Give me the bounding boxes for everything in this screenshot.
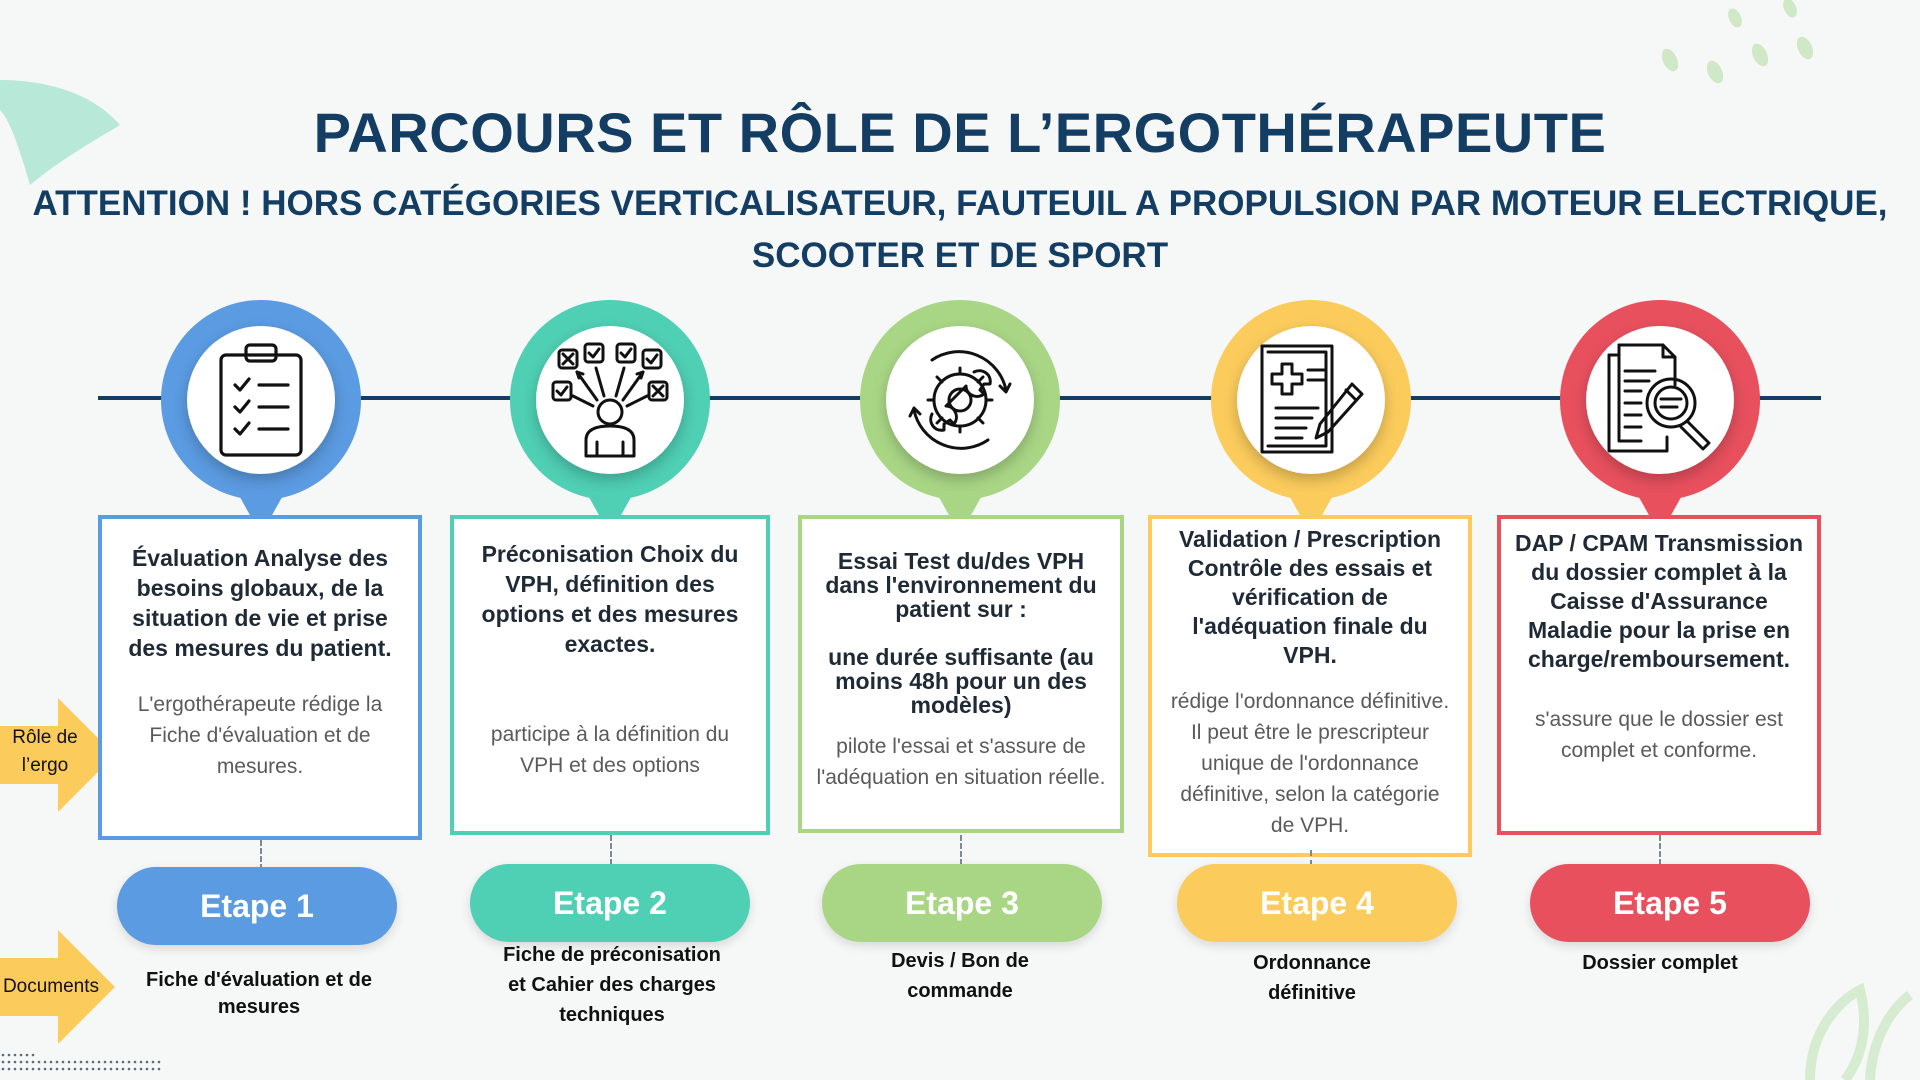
step-4-label: Etape 4 — [1260, 884, 1374, 921]
step-5-box-title: DAP / CPAM Transmission du dossier complet à la Caisse d'Assurance Maladie pour la prise en charge/remboursement. — [1515, 530, 1803, 672]
clipboard-checklist-icon — [206, 341, 316, 459]
person-choices-icon — [549, 340, 671, 460]
step-1-pill — [117, 867, 397, 945]
step-4-document: Ordonnance définitive — [1253, 952, 1371, 1004]
step-1-marker — [161, 300, 361, 545]
step-3-marker — [860, 300, 1060, 545]
decorative-dot-grid — [0, 1050, 170, 1080]
step-2-label: Etape 2 — [553, 884, 667, 921]
step-1-role-text: L'ergothérapeute rédige la Fiche d'évaluation et de mesures. — [137, 693, 383, 778]
gear-wrench-icon — [902, 342, 1018, 458]
page-subtitle-warning: ATTENTION ! HORS CATÉGORIES VERTICALISATEUR, FAUTEUIL A PROPULSION PAR MOTEUR ELECTRIQUE, SCOOTER ET DE SPORT — [32, 184, 1888, 275]
step-1-label: Etape 1 — [200, 887, 314, 924]
step-2-box — [450, 515, 770, 835]
step-5-box — [1497, 515, 1821, 835]
step-3-label: Etape 3 — [905, 884, 1019, 921]
step-3-document: Devis / Bon de commande — [891, 950, 1029, 1002]
role-side-label: Rôle de l’ergo — [12, 727, 78, 776]
step-3-role-text: pilote l'essai et s'assure de l'adéquation en situation réelle. — [816, 735, 1106, 789]
step-4-box-title: Validation / Prescription Contrôle des essais et vérification de l'adéquation finale du VPH. — [1178, 526, 1441, 668]
step-3-connector — [960, 835, 962, 865]
prescription-pen-icon — [1252, 340, 1370, 460]
step-2-role-text: participe à la définition du VPH et des options — [490, 723, 730, 777]
step-5-connector — [1659, 835, 1661, 865]
step-1-box — [98, 515, 422, 840]
decorative-leaf-bottom-right — [1800, 970, 1920, 1080]
documents-side-label: Documents — [2, 976, 100, 997]
step-5-role-text: s'assure que le dossier est complet et conforme. — [1535, 708, 1783, 762]
step-2-marker — [510, 300, 710, 545]
step-2-connector — [610, 835, 612, 865]
decorative-dots-top-right — [1640, 0, 1820, 100]
step-2-box-title: Préconisation Choix du VPH, définition des options et des mesures exactes. — [481, 541, 739, 657]
step-5-document: Dossier complet — [1582, 952, 1738, 974]
step-1-connector — [260, 840, 262, 870]
document-magnifier-icon — [1601, 341, 1719, 459]
step-4-box — [1148, 515, 1472, 857]
page-title: PARCOURS ET RÔLE DE L’ERGOTHÉRAPEUTE — [313, 101, 1607, 164]
step-4-pill — [1177, 864, 1457, 942]
step-5-pill — [1530, 864, 1810, 942]
step-1-box-title: Évaluation Analyse des besoins globaux, de la situation de vie et prise des mesures du patient. — [128, 545, 392, 661]
step-5-label: Etape 5 — [1613, 884, 1727, 921]
step-3-box-title: Essai Test du/des VPH dans l'environnement du patient sur : — [825, 548, 1097, 622]
step-3-box — [798, 515, 1124, 833]
step-5-marker — [1560, 300, 1760, 545]
step-3-pill — [822, 864, 1102, 942]
step-2-document: Fiche de préconisation et Cahier des charges techniques — [503, 944, 721, 1026]
step-4-marker — [1211, 300, 1411, 545]
step-1-document: Fiche d'évaluation et de mesures — [146, 969, 372, 1018]
step-2-pill — [470, 864, 750, 942]
step-3-box-title-duration: une durée suffisante (au moins 48h pour un des modèles) — [828, 644, 1094, 718]
step-4-role-text: rédige l'ordonnance définitive. Il peut être le prescripteur unique de l'ordonnance définitive, selon la catégorie de VPH. — [1170, 690, 1450, 837]
